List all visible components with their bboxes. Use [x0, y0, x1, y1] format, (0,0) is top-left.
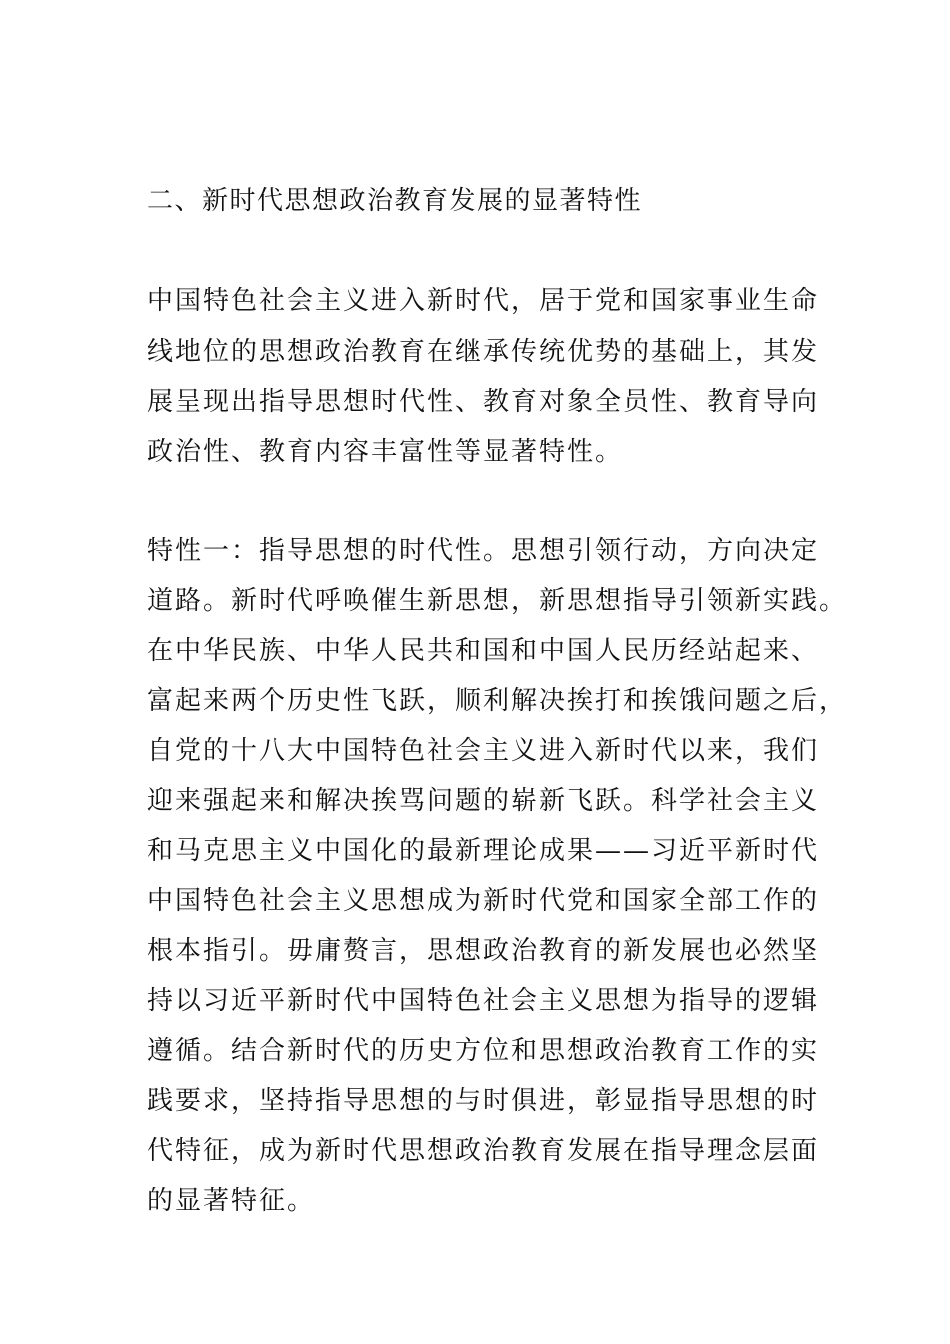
paragraph-line: 富起来两个历史性飞跃，顺利解决挨打和挨饿问题之后，: [147, 686, 848, 716]
paragraph-line: 和马克思主义中国化的最新理论成果——习近平新时代: [147, 836, 820, 866]
paragraph-line: 的显著特征。: [147, 1186, 316, 1216]
paragraph-line: 践要求，坚持指导思想的与时俱进，彰显指导思想的时: [147, 1086, 820, 1116]
paragraph-line: 线地位的思想政治教育在继承传统优势的基础上，其发: [147, 337, 820, 367]
paragraph-line: 代特征，成为新时代思想政治教育发展在指导理念层面: [147, 1136, 820, 1166]
paragraph-line: 政治性、教育内容丰富性等显著特性。: [147, 437, 624, 467]
paragraph-line: 中国特色社会主义思想成为新时代党和国家全部工作的: [147, 886, 820, 916]
paragraph-line: 自党的十八大中国特色社会主义进入新时代以来，我们: [147, 736, 820, 766]
paragraph-line: 中国特色社会主义进入新时代，居于党和国家事业生命: [147, 286, 820, 316]
paragraph-line: 在中华民族、中华人民共和国和中国人民历经站起来、: [147, 636, 820, 666]
paragraph-line: 持以习近平新时代中国特色社会主义思想为指导的逻辑: [147, 986, 820, 1016]
paragraph-line: 迎来强起来和解决挨骂问题的崭新飞跃。科学社会主义: [147, 786, 820, 816]
paragraph-line: 遵循。结合新时代的历史方位和思想政治教育工作的实: [147, 1036, 820, 1066]
section-heading: 二、新时代思想政治教育发展的显著特性: [147, 186, 643, 216]
paragraph-line: 道路。新时代呼唤催生新思想，新思想指导引领新实践。: [147, 586, 848, 616]
paragraph-line: 特性一：指导思想的时代性。思想引领行动，方向决定: [147, 536, 820, 566]
paragraph-line: 根本指引。毋庸赘言，思想政治教育的新发展也必然坚: [147, 936, 820, 966]
paragraph-line: 展呈现出指导思想时代性、教育对象全员性、教育导向: [147, 387, 820, 417]
